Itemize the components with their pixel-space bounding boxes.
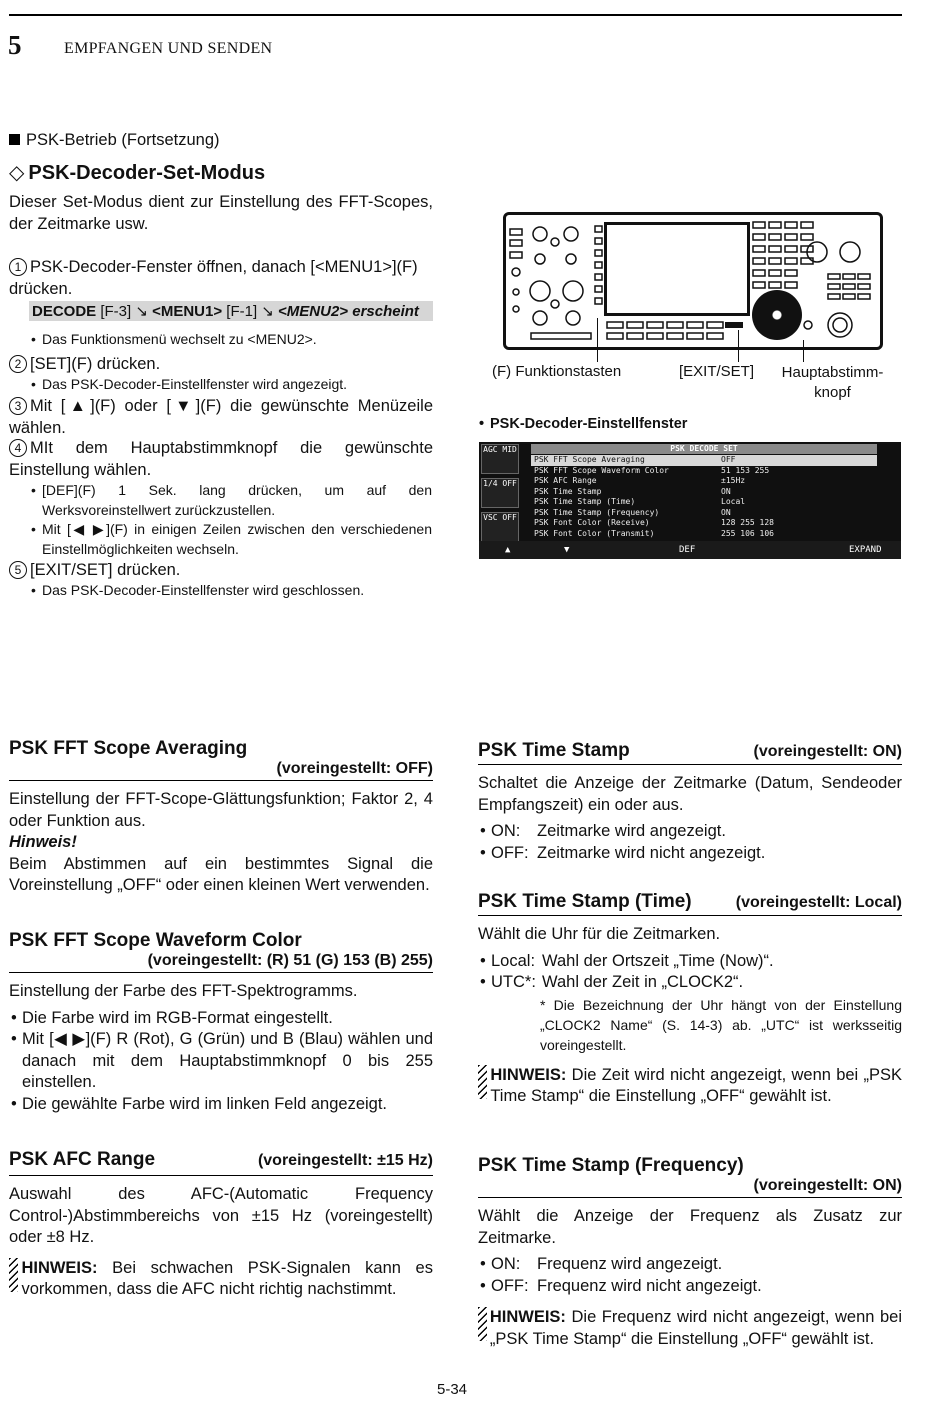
- menu-row-font-color-receive[interactable]: PSK Font Color (Receive) 128 255 128: [534, 518, 774, 527]
- frequency-on: • ON: Frequenz wird angezeigt.: [491, 1254, 902, 1276]
- def-button[interactable]: DEF: [679, 545, 696, 555]
- waveform-bullet-3: • Die gewählte Farbe wird im linken Feld angezeigt.: [22, 1094, 433, 1116]
- step-2: 2 [SET](F) drücken.: [9, 354, 433, 376]
- square-bullet-icon: [9, 134, 20, 145]
- step-1: 1 PSK-Decoder-Fenster öffnen, danach [<MENU1>](F) drücken.: [9, 258, 418, 298]
- decode-key-sequence: DECODE [F-3] ↘ <MENU1> [F-1] ↘ <MENU2> erscheint: [29, 301, 433, 321]
- afc-title: PSK AFC Range: [9, 1149, 156, 1170]
- psk-window-title: PSK DECODE SET: [531, 444, 877, 454]
- timestamp-default: (voreingestellt: ON): [753, 743, 902, 760]
- callout-line-exit-set: [738, 330, 739, 362]
- hint-hatch-icon: [478, 1307, 487, 1341]
- note-1: • Das Funktionsmenü wechselt zu <MENU2>.: [42, 329, 432, 349]
- section-marker: PSK-Betrieb (Fortsetzung): [9, 130, 220, 152]
- timestamp-text: Schaltet die Anzeige der Zeitmarke (Datum, Sendeoder Empfangszeit) ein oder aus.: [478, 774, 902, 814]
- averaging-hint-label: Hinweis!: [9, 833, 77, 851]
- down-arrow-button[interactable]: ▼: [564, 545, 570, 555]
- averaging-default: (voreingestellt: OFF): [9, 760, 433, 781]
- timestamp-title: PSK Time Stamp: [478, 740, 630, 761]
- afc-text: Auswahl des AFC-(Automatic Frequency Control-)Abstimmbereichs von ±15 Hz (voreingestellt) oder ±8 Hz.: [9, 1185, 433, 1246]
- time-section: [478, 889, 902, 1108]
- diamond-icon: ◇: [9, 162, 25, 184]
- menu-row-font-color-transmit[interactable]: PSK Font Color (Transmit) 255 106 106: [534, 528, 774, 538]
- side-button-vsc[interactable]: VSC OFF: [481, 512, 519, 542]
- averaging-text: Einstellung der FFT-Scope-Glättungsfunktion; Faktor 2, 4 oder Funktion aus.: [9, 790, 433, 830]
- time-footnote: * Die Bezeichnung der Uhr hängt von der Einstellung „CLOCK2 Name“ (S. 14-3) ab. „UTC“ ist werksseitig voreingestellt.: [540, 996, 902, 1053]
- frequency-hint: HINWEIS: Die Frequenz wird nicht angezeigt, wenn bei „PSK Time Stamp“ die Einstellung „OFF“ gewählt ist.: [478, 1307, 902, 1350]
- note-4a: • [DEF](F) 1 Sek. lang drücken, um auf den Werksvoreinstellwert zurückzustellen.: [42, 480, 432, 520]
- waveform-text: Einstellung der Farbe des FFT-Spektrogramms.: [9, 982, 358, 1000]
- side-button-quarter[interactable]: 1/4 OFF: [481, 478, 519, 508]
- menu-row-time-stamp-time[interactable]: PSK Time Stamp (Time) Local: [534, 497, 746, 506]
- psk-function-bar: [479, 541, 901, 559]
- time-utc: • UTC*: Wahl der Zeit in „CLOCK2“.: [491, 972, 902, 994]
- side-button-agc[interactable]: AGC MID: [481, 444, 519, 474]
- waveform-bullet-2: • Mit [◀ ▶](F) R (Rot), G (Grün) und B (Blau) wählen und danach mit dem Hauptabstimmknopf 0 bis 255 einstellen.: [22, 1029, 433, 1094]
- note-4b: • Mit [◀ ▶](F) in einigen Zeilen zwischen den verschiedenen Einstellmöglichkeiten wechseln.: [42, 519, 432, 559]
- menu-row-averaging[interactable]: PSK FFT Scope Averaging OFF: [531, 455, 877, 466]
- time-local: • Local: Wahl der Ortszeit „Time (Now)“.: [491, 951, 902, 973]
- frequency-off: • OFF: Frequenz wird nicht angezeigt.: [491, 1276, 902, 1298]
- time-text: Wählt die Uhr für die Zeitmarken.: [478, 925, 721, 943]
- menu-row-afc-range[interactable]: PSK AFC Range ±15Hz: [534, 476, 746, 485]
- transceiver-controls-drawing: [503, 212, 883, 352]
- menu-row-time-stamp[interactable]: PSK Time Stamp ON: [534, 486, 731, 496]
- afc-hint: HINWEIS: Bei schwachen PSK-Signalen kann es vorkommen, dass die AFC nicht richtig nachstimmt.: [9, 1258, 433, 1301]
- averaging-section: [9, 738, 433, 897]
- waveform-bullet-1: • Die Farbe wird im RGB-Format eingestellt.: [22, 1008, 433, 1030]
- menu-row-waveform-color[interactable]: PSK FFT Scope Waveform Color 51 153 255: [534, 465, 770, 475]
- timestamp-on: • ON: Zeitmarke wird angezeigt.: [491, 821, 902, 843]
- label-exit-set: [EXIT/SET]: [679, 363, 755, 380]
- frequency-text: Wählt die Anzeige der Frequenz als Zusatz zur Zeitmarke.: [478, 1207, 902, 1247]
- waveform-title: PSK FFT Scope Waveform Color: [9, 930, 302, 951]
- label-function-keys: (F) Funktionstasten: [492, 363, 622, 380]
- window-caption: • PSK-Decoder-Einstellfenster: [490, 416, 687, 432]
- hint-hatch-icon: [9, 1258, 18, 1292]
- frequency-default: (voreingestellt: ON): [478, 1177, 902, 1198]
- intro-description: Dieser Set-Modus dient zur Einstellung des FFT-Scopes, der Zeitmarke usw.: [9, 193, 433, 233]
- time-title: PSK Time Stamp (Time): [478, 891, 692, 912]
- afc-section: [9, 1149, 433, 1301]
- up-arrow-button[interactable]: ▲: [505, 545, 511, 555]
- time-default: (voreingestellt: Local): [735, 894, 902, 911]
- chapter-number: 5: [8, 30, 22, 60]
- waveform-section: [9, 930, 433, 1115]
- label-main-dial: Hauptabstimm-knopf: [781, 364, 884, 401]
- hint-hatch-icon: [478, 1065, 487, 1099]
- callout-line-main-dial: [803, 340, 804, 362]
- afc-default: (voreingestellt: ±15 Hz): [257, 1152, 433, 1169]
- time-hint: HINWEIS: Die Zeit wird nicht angezeigt, wenn bei „PSK Time Stamp“ die Einstellung „OFF“ gewählt ist.: [478, 1065, 902, 1108]
- frequency-section: [478, 1155, 902, 1350]
- note-5: • Das PSK-Decoder-Einstellfenster wird geschlossen.: [42, 580, 432, 600]
- frequency-title: PSK Time Stamp (Frequency): [478, 1155, 744, 1176]
- menu-row-time-stamp-frequency[interactable]: PSK Time Stamp (Frequency) ON: [534, 507, 731, 517]
- note-2: • Das PSK-Decoder-Einstellfenster wird angezeigt.: [42, 374, 432, 394]
- timestamp-off: • OFF: Zeitmarke wird nicht angezeigt.: [491, 843, 902, 865]
- step-5: 5 [EXIT/SET] drücken.: [9, 560, 433, 582]
- step-3: 3 Mit [▲](F) oder [▼](F) die gewünschte Menüzeile wählen.: [9, 397, 433, 437]
- expand-button[interactable]: EXPAND: [849, 545, 882, 555]
- timestamp-section: [478, 738, 902, 864]
- callout-line-function-keys: [597, 318, 598, 362]
- header-rule: [9, 14, 902, 16]
- psk-decode-set-window: [479, 442, 901, 559]
- main-dial-knob: [752, 290, 802, 340]
- chapter-title: EMPFANGEN UND SENDEN: [64, 40, 273, 57]
- intro-heading: ◇ PSK-Decoder-Set-Modus: [9, 162, 266, 184]
- step-4: 4 MIt dem Hauptabstimmknopf die gewünschte Einstellung wählen.: [9, 439, 433, 479]
- page-number: 5-34: [437, 1381, 468, 1398]
- averaging-title: PSK FFT Scope Averaging: [9, 738, 248, 759]
- waveform-default: (voreingestellt: (R) 51 (G) 153 (B) 255): [9, 952, 433, 973]
- averaging-hint: Beim Abstimmen auf ein bestimmtes Signal die Voreinstellung „OFF“ oder einen kleinen Wert verwenden.: [9, 854, 433, 894]
